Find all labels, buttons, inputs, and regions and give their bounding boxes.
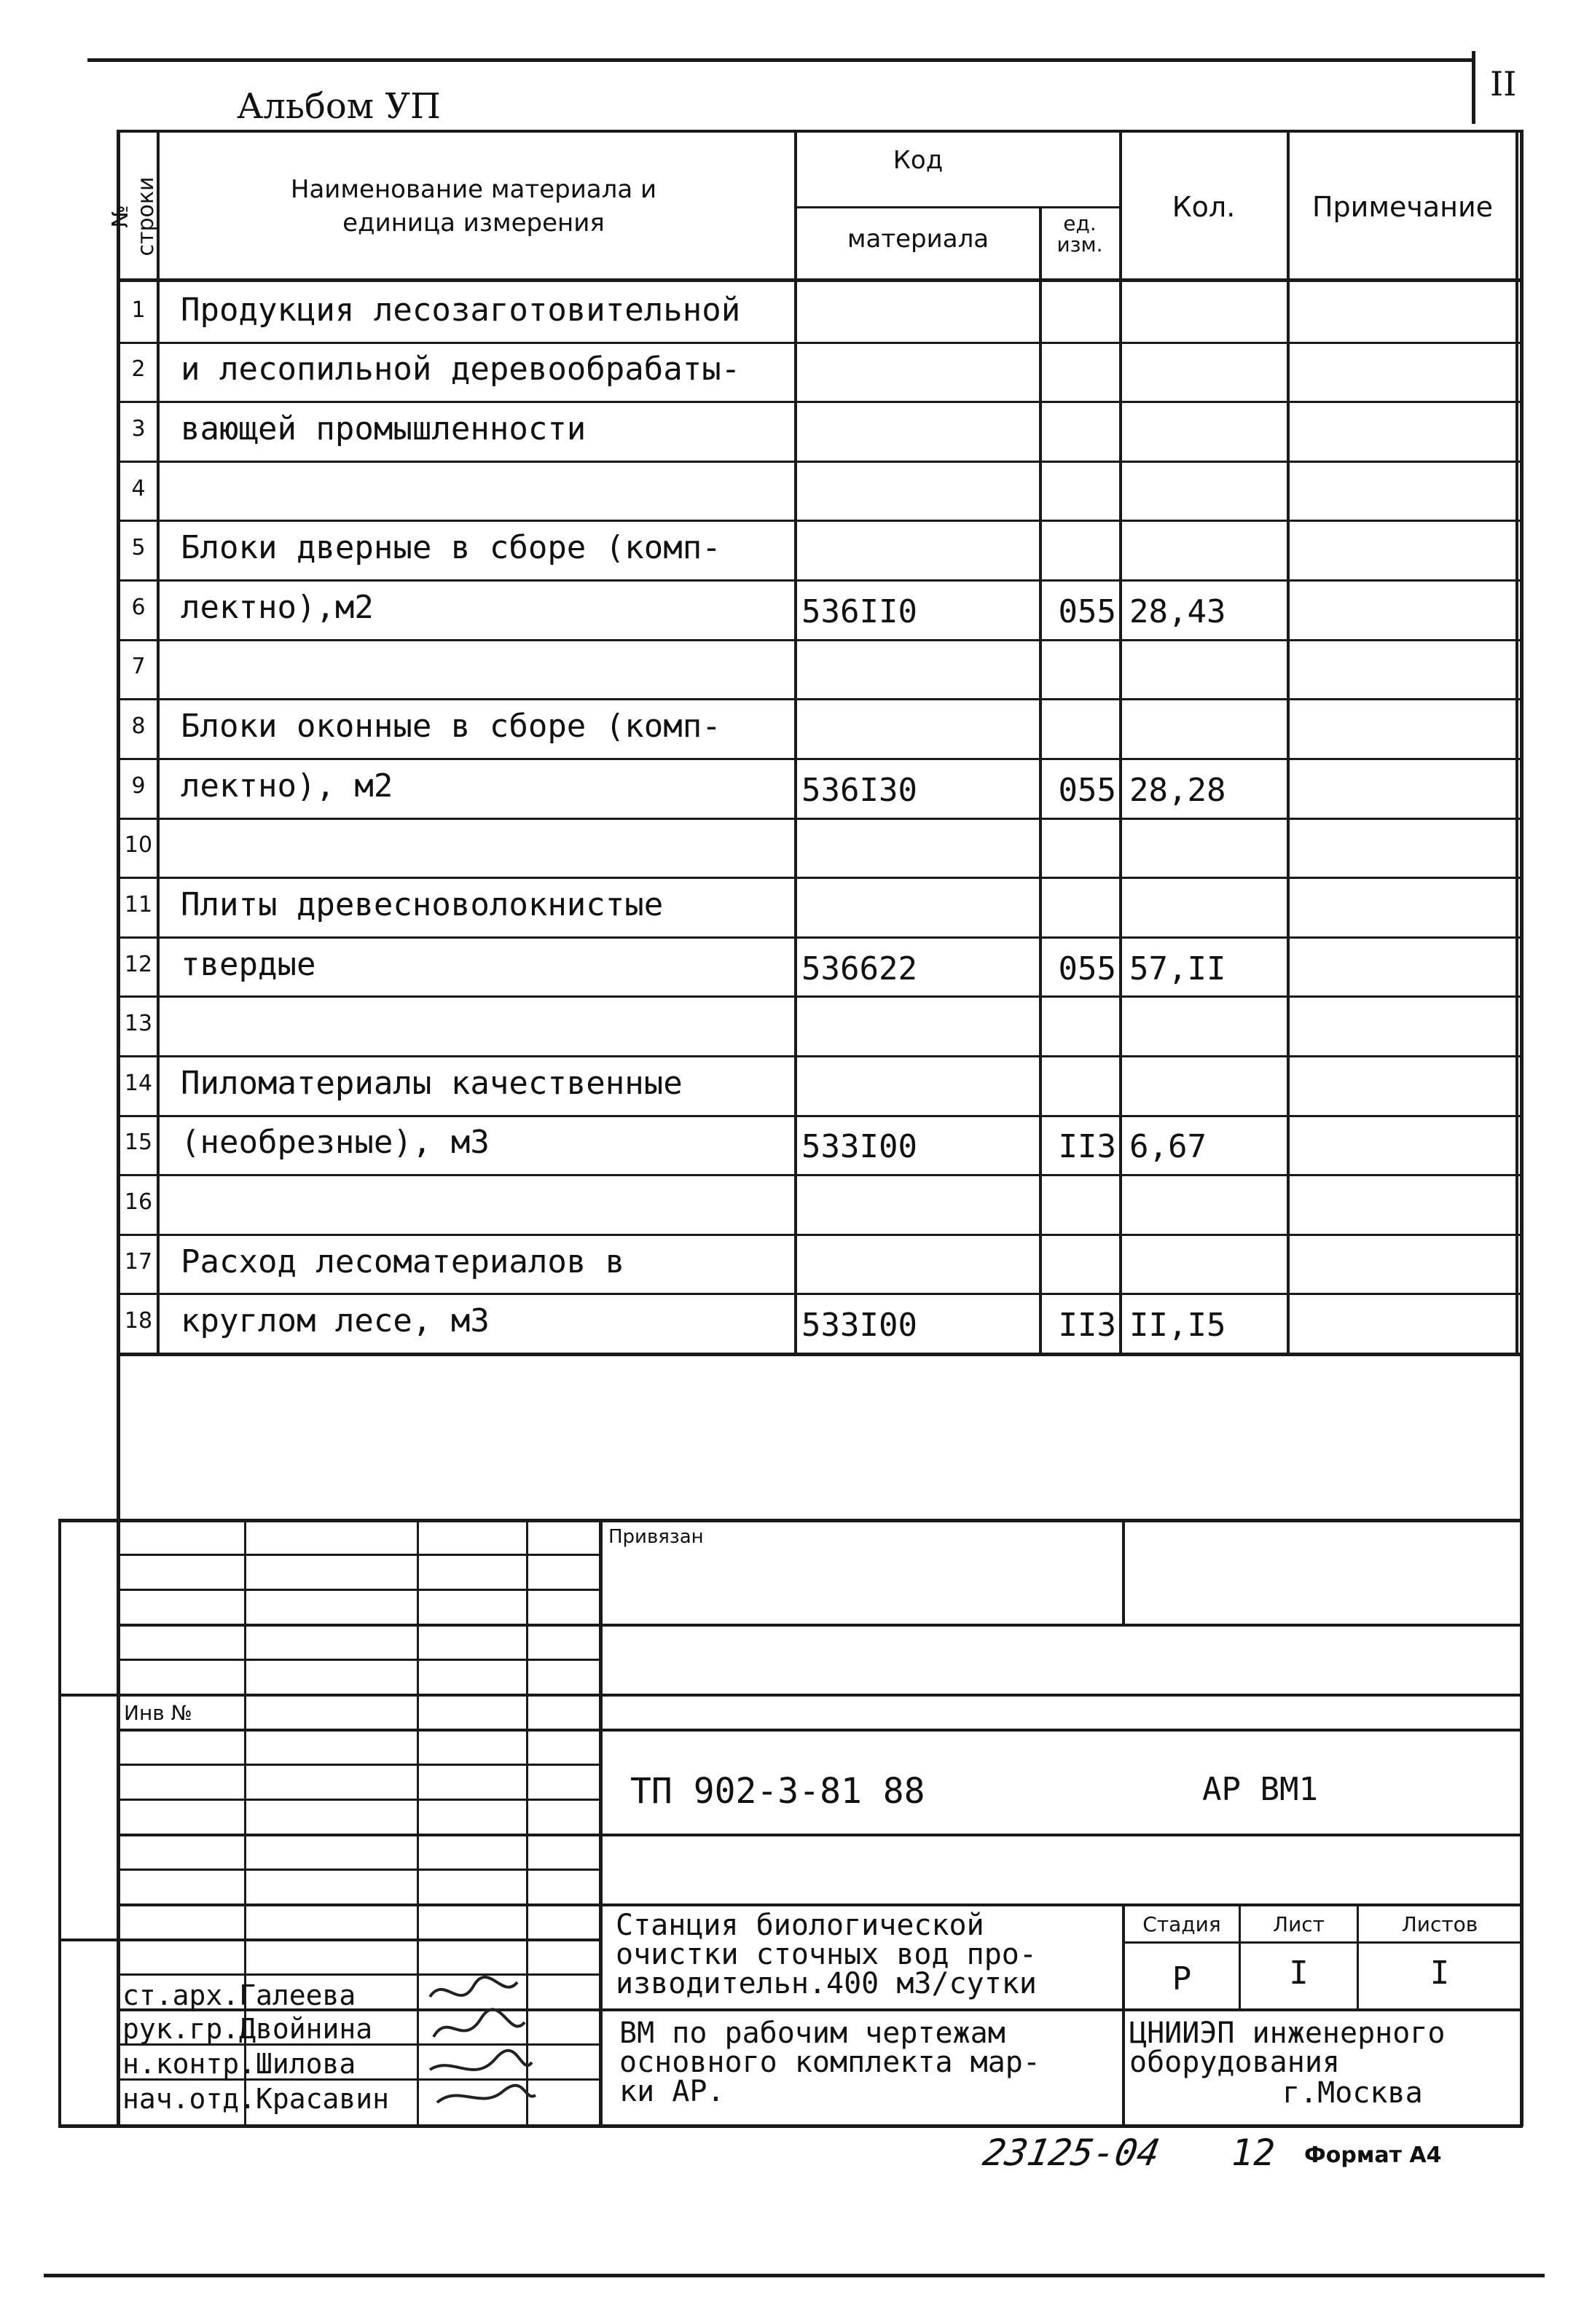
format-label: Формат А4 — [1304, 2143, 1442, 2168]
tb-privyazan-divider — [1122, 1519, 1125, 1625]
row-material-name: Плиты древесноволокнистые — [181, 886, 664, 923]
row-material-name: и лесопильной деревообрабаты- — [181, 351, 741, 388]
signature-name: Двойнина — [239, 2013, 373, 2045]
row-material-name: (необрезные), м3 — [181, 1124, 490, 1161]
header-material: материала — [847, 224, 989, 254]
code-subheader-line — [794, 206, 1121, 208]
row-quantity: 28,43 — [1129, 593, 1226, 630]
bottom-rule — [44, 2274, 1545, 2277]
col-line-code — [794, 130, 797, 1354]
row-unit-code: II3 — [1058, 1128, 1116, 1165]
row-number: 1 — [131, 297, 146, 323]
row-divider — [117, 818, 1520, 820]
project-line-2: очистки сточных вод про- — [616, 1938, 1037, 1971]
handwritten-signature — [423, 1968, 539, 2113]
row-material-name: Блоки оконные в сборе (комп- — [181, 708, 721, 745]
row-number: 15 — [124, 1130, 153, 1155]
tb-col-b — [417, 1519, 419, 2127]
col-line-name — [157, 130, 160, 1354]
row-divider — [117, 1055, 1520, 1057]
row-divider — [117, 639, 1520, 641]
privyazan-label: Привязан — [608, 1526, 704, 1548]
row-number: 9 — [131, 773, 146, 799]
row-number: 13 — [124, 1011, 153, 1036]
row-quantity: 6,67 — [1129, 1128, 1207, 1165]
inv-no-label: Инв № — [124, 1701, 192, 1725]
row-divider — [117, 579, 1520, 582]
row-number: 18 — [124, 1308, 153, 1334]
col-line-end — [1515, 130, 1518, 1354]
tb-hline-1 — [117, 1554, 600, 1556]
tb-hline-12 — [58, 1938, 600, 1941]
row-divider — [117, 698, 1520, 700]
stage-value: Р — [1172, 1960, 1192, 1998]
doc-title-line-3: ки АР. — [619, 2075, 725, 2108]
row-unit-code: 055 — [1058, 593, 1116, 630]
row-divider — [117, 520, 1520, 522]
row-divider — [117, 342, 1520, 344]
row-divider — [117, 936, 1520, 939]
sheet-value: I — [1289, 1955, 1309, 1992]
tb-stage-header-line — [1122, 1941, 1523, 1944]
org-line-2: оборудования — [1129, 2046, 1340, 2079]
row-unit-code: II3 — [1058, 1307, 1116, 1344]
project-line-3: изводительн.400 м3/сутки — [616, 1967, 1037, 2000]
top-rule — [87, 58, 1472, 62]
header-name: Наименование материала и единица измерения — [290, 175, 657, 238]
sheets-label: Листов — [1401, 1912, 1478, 1936]
header-quantity: Кол. — [1172, 191, 1236, 223]
sheets-value: I — [1430, 1955, 1450, 1992]
row-material-code: 536622 — [801, 950, 917, 987]
org-line-1: ЦНИИЭП инженерного — [1129, 2016, 1446, 2050]
signature-role: ст.арх. — [122, 1979, 240, 2011]
row-divider — [117, 401, 1520, 403]
signature-role: рук.гр. — [122, 2013, 240, 2045]
page-number: 12 — [1231, 2132, 1276, 2174]
row-number: 16 — [124, 1189, 153, 1215]
header-row-no: № строки — [108, 176, 159, 257]
row-material-name: лектно),м2 — [181, 589, 374, 626]
header-bottom-line — [117, 278, 1520, 282]
row-divider — [117, 758, 1520, 760]
row-number: 8 — [131, 713, 146, 739]
row-number: 6 — [131, 595, 146, 620]
header-note: Примечание — [1311, 191, 1494, 223]
tb-hline-11 — [117, 1904, 1523, 1906]
row-material-name: круглом лесе, м3 — [181, 1302, 490, 1339]
project-line-1: Станция биологической — [616, 1909, 984, 1942]
doc-code: ТП 902-3-81 88 — [630, 1771, 925, 1812]
row-material-name: вающей промышленности — [181, 410, 587, 447]
row-number: 3 — [131, 416, 146, 442]
tb-hline-2 — [117, 1589, 600, 1591]
signature-row — [122, 2083, 389, 2115]
header-code: Код — [893, 146, 944, 175]
table-body-bottom — [117, 1353, 1520, 1356]
col-line-note — [1287, 130, 1290, 1354]
signature-name: Галеева — [239, 1979, 356, 2011]
row-number: 17 — [124, 1249, 153, 1275]
doc-mark: АР ВМ1 — [1202, 1771, 1318, 1808]
signature-name: Красавин — [256, 2083, 390, 2115]
tb-hline-10 — [117, 1869, 600, 1871]
signature-row — [122, 2048, 356, 2080]
signature-role: н.контр. — [122, 2048, 256, 2080]
tb-top — [58, 1519, 1523, 1522]
row-unit-code: 055 — [1058, 772, 1116, 809]
row-material-code: 533I00 — [801, 1307, 917, 1344]
row-quantity: 57,II — [1129, 950, 1226, 987]
org-line-3: г.Москва — [1282, 2076, 1423, 2110]
sheet-box-left — [1472, 51, 1475, 124]
row-divider — [117, 995, 1520, 998]
tb-hline-3 — [117, 1624, 1523, 1627]
row-number: 2 — [131, 356, 146, 382]
row-material-name: Продукция лесозаготовительной — [181, 292, 741, 329]
col-line-qty — [1119, 130, 1122, 1354]
row-material-code: 533I00 — [801, 1128, 917, 1165]
tb-hline-9 — [117, 1834, 1523, 1836]
sheet-label: Лист — [1273, 1912, 1325, 1936]
sheet-number: II — [1490, 64, 1517, 103]
tb-hline-7 — [117, 1764, 600, 1766]
tb-outer-left — [58, 1519, 61, 2127]
signature-row — [122, 1979, 356, 2011]
tb-hline-8 — [117, 1799, 600, 1801]
row-divider — [117, 1174, 1520, 1176]
row-material-code: 536I30 — [801, 772, 917, 809]
tb-bottom — [58, 2124, 1523, 2128]
row-divider — [117, 1293, 1520, 1295]
row-material-name: лектно), м2 — [181, 767, 393, 805]
row-number: 4 — [131, 476, 146, 501]
header-unit: ед. изм. — [1056, 211, 1103, 257]
archive-number: 23125-04 — [979, 2132, 1163, 2174]
album-title: Альбом УП — [237, 86, 441, 127]
row-number: 10 — [124, 832, 153, 858]
doc-title-line-1: ВМ по рабочим чертежам — [619, 2016, 1005, 2050]
signature-row — [122, 2013, 372, 2045]
row-material-name: твердые — [181, 946, 316, 983]
row-material-code: 536II0 — [801, 593, 917, 630]
row-material-name: Пиломатериалы качественные — [181, 1065, 683, 1102]
table-frame-right — [1520, 130, 1524, 2127]
row-material-name: Блоки дверные в сборе (комп- — [181, 529, 721, 566]
row-quantity: 28,28 — [1129, 772, 1226, 809]
table-frame-top — [117, 130, 1523, 133]
row-divider — [117, 877, 1520, 879]
row-material-name: Расход лесоматериалов в — [181, 1243, 625, 1280]
row-number: 7 — [131, 654, 146, 679]
tb-hline-5 — [58, 1694, 1523, 1697]
tb-hline-4 — [117, 1659, 600, 1661]
doc-title-line-2: основного комплекта мар- — [619, 2046, 1040, 2079]
signature-name: Шилова — [256, 2048, 356, 2080]
row-number: 14 — [124, 1071, 153, 1096]
tb-stage-col-left — [1122, 1904, 1125, 2127]
row-divider — [117, 1234, 1520, 1236]
signature-role: нач.отд. — [122, 2083, 256, 2115]
tb-inner-left — [117, 1519, 119, 2127]
row-number: 5 — [131, 535, 146, 560]
row-unit-code: 055 — [1058, 950, 1116, 987]
tb-col-main — [599, 1519, 603, 2127]
stage-label: Стадия — [1142, 1912, 1221, 1936]
col-line-unit — [1039, 208, 1042, 1354]
row-quantity: II,I5 — [1129, 1307, 1226, 1344]
row-divider — [117, 461, 1520, 463]
tb-hline-6 — [117, 1729, 1523, 1732]
row-number: 12 — [124, 952, 153, 977]
row-number: 11 — [124, 892, 153, 918]
row-divider — [117, 1115, 1520, 1117]
